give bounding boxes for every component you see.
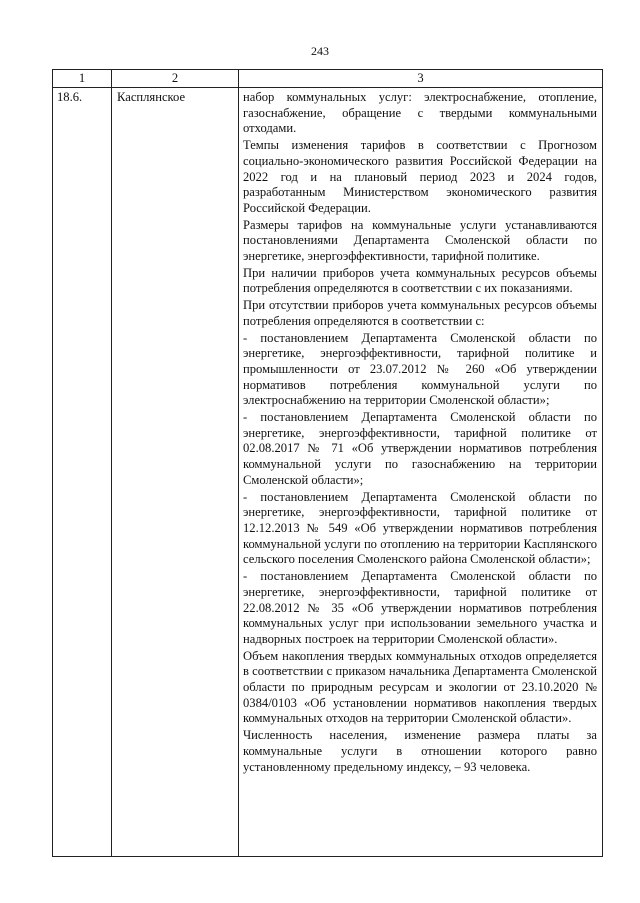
header-cell-2: 2 xyxy=(112,70,239,88)
header-cell-1: 1 xyxy=(53,70,112,88)
paragraph-population: Численность населения, изменение размера платы за коммунальные услуги в отношении которого равно установленному предельному индексу, – 93 человека. xyxy=(243,728,597,774)
list-item-land: - постановлением Департамента Смоленской области по энергетике, энергоэффективности, тарифной политике от 22.08.2012 № 35 «Об утверждении нормативов потребления коммунальных услуг при использовании земельного участка и надворных построек на территории Смоленской области». xyxy=(243,569,597,646)
table-header-row xyxy=(53,70,603,88)
list-item-electricity: - постановлением Департамента Смоленской области по энергетике, энергоэффективности, тарифной политике и промышленности от 23.07.2012 № 260 «Об утверждении нормативов потребления коммунальной услуги по электроснабжению на территории Смоленской области»; xyxy=(243,330,597,408)
row-content xyxy=(239,88,603,857)
settlement-name: Касплянское xyxy=(112,88,239,857)
row-number: 18.6. xyxy=(53,88,112,857)
list-item-gas: - постановлением Департамента Смоленской области по энергетике, энергоэффективности, тарифной политике от 02.08.2017 № 71 «Об утверждении нормативов потребления коммунальной услуги по газоснабжению на территории Смоленской области»; xyxy=(243,410,597,487)
table-row xyxy=(53,88,603,857)
page-number: 243 xyxy=(311,44,329,58)
paragraph-tariff-sizes: Размеры тарифов на коммунальные услуги устанавливаются постановлениями Департамента Смоленской области по энергетике, энергоэффективности, тарифной политике. xyxy=(243,217,597,264)
paragraph-meters: При наличии приборов учета коммунальных ресурсов объемы потребления определяются в соответствии с их показаниями. xyxy=(243,265,597,296)
paragraph-services: набор коммунальных услуг: электроснабжение, отопление, газоснабжение, обращение с твердыми коммунальными отходами. xyxy=(243,90,597,136)
paragraph-tariff-rates: Темпы изменения тарифов в соответствии с Прогнозом социально-экономического развития Российской Федерации на 2022 год и на плановый период 2023 и 2024 годов, разработанным Министерством экономического развития Российской Федерации. xyxy=(243,138,597,215)
header-cell-3: 3 xyxy=(239,70,603,88)
tariff-table xyxy=(52,69,603,857)
paragraph-no-meters: При отсутствии приборов учета коммунальных ресурсов объемы потребления определяются в соответствии с: xyxy=(243,298,597,328)
list-item-heating: - постановлением Департамента Смоленской области по энергетике, энергоэффективности, тарифной политике от 12.12.2013 № 549 «Об утверждении нормативов потребления коммунальной услуги по отоплению на территории Касплянского сельского поселения Смоленского района Смоленской области»; xyxy=(243,489,597,567)
paragraph-waste: Объем накопления твердых коммунальных отходов определяется в соответствии с приказом начальника Департамента Смоленской области по природным ресурсам и экологии от 23.10.2020 № 0384/0103 «Об установлении нормативов накопления твердых коммунальных отходов на территории Смоленской области». xyxy=(243,648,597,726)
